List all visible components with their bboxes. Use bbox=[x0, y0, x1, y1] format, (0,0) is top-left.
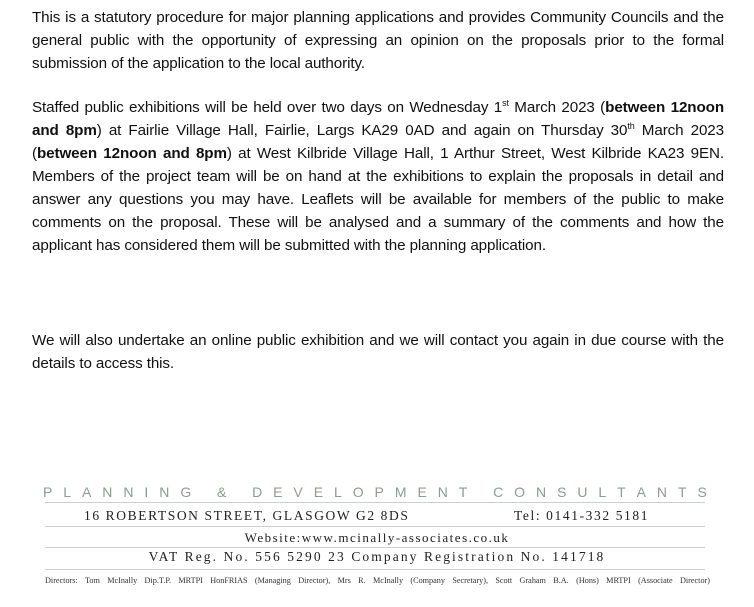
tagline-letter: N bbox=[123, 484, 134, 500]
tagline-letter: C bbox=[493, 484, 504, 500]
company-website: Website:www.mcinally-associates.co.uk bbox=[244, 530, 510, 545]
tagline-letter: O bbox=[514, 484, 526, 500]
tagline-letter bbox=[478, 484, 482, 500]
tagline-letter: S bbox=[557, 484, 567, 500]
paragraph-text: We will also undertake an online public exhibition and we will contact you again in due course with the details to access this. bbox=[32, 332, 724, 372]
tagline-letter: S bbox=[697, 484, 707, 500]
tagline-letter: D bbox=[252, 484, 263, 500]
tagline-letter: N bbox=[437, 484, 448, 500]
tagline-letter: P bbox=[374, 484, 384, 500]
tagline-letter bbox=[202, 484, 206, 500]
paragraph-text: This is a statutory procedure for major planning applications and provides Community Councils and the general public with the opportunity of expressing an opinion on the proposals prior to the formal submission of the application to the local authority. bbox=[32, 9, 724, 72]
tagline-letter: T bbox=[458, 484, 468, 500]
footer-divider bbox=[45, 547, 705, 548]
tagline-letter: N bbox=[159, 484, 170, 500]
tagline-letter bbox=[237, 484, 241, 500]
company-tagline bbox=[43, 484, 707, 500]
footer-divider bbox=[45, 502, 705, 503]
tagline-letter: T bbox=[617, 484, 626, 500]
tagline-letter: L bbox=[333, 484, 342, 500]
bold-time-2: between 12noon and 8pm bbox=[36, 145, 227, 162]
tagline-letter: N bbox=[102, 484, 113, 500]
footer-divider bbox=[45, 569, 705, 570]
tagline-letter: A bbox=[636, 484, 646, 500]
tagline-letter: G bbox=[180, 484, 192, 500]
tagline-letter: O bbox=[352, 484, 364, 500]
footer-divider bbox=[45, 526, 705, 527]
tagline-letter: I bbox=[144, 484, 149, 500]
tagline-letter: & bbox=[216, 484, 227, 500]
tagline-letter: P bbox=[43, 484, 53, 500]
tagline-letter: N bbox=[536, 484, 547, 500]
company-telephone: Tel: 0141-332 5181 bbox=[514, 508, 650, 523]
company-address: 16 ROBERTSON STREET, GLASGOW G2 8DS bbox=[84, 508, 410, 523]
bold-time-1: between 12noon and 8pm bbox=[32, 99, 724, 139]
tagline-letter: V bbox=[293, 484, 303, 500]
tagline-letter: U bbox=[577, 484, 588, 500]
tagline-letter: E bbox=[273, 484, 283, 500]
paragraph-online-exhibition bbox=[32, 329, 724, 375]
paragraph-exhibitions: Staffed public exhibitions will be held over two days on Wednesday 1st March 2023 (between 12noon and 8pm) at Fairlie Village Hall, Fairlie, Largs KA29 0AD and again on Thursday 30th March 2023 (between 12noon and 8pm) at West Kilbride Village Hall, 1 Arthur Street, West Kilbride KA23 9EN. Members of the project team will be on hand at the exhibitions to explain the proposals in detail and answer any questions you may have. Leaflets will be available for members of the public to make comments on the proposal. These will be analysed and a summary of the comments and how the applicant has considered them will be submitted with the planning application. bbox=[32, 98, 724, 254]
tagline-letter: E bbox=[313, 484, 324, 500]
tagline-letter: L bbox=[598, 484, 607, 500]
tagline-letter: T bbox=[677, 484, 687, 500]
company-registration: VAT Reg. No. 556 5290 23 Company Registration No. 141718 bbox=[148, 549, 606, 564]
tagline-letter: E bbox=[417, 484, 427, 500]
company-directors: Directors: Tom McInally Dip.T.P. MRTPI HonFRIAS (Managing Director), Mrs R. McInally (Company Secretary), Scott Graham B.A. (Hons) MRTPI (Associate Director) bbox=[45, 576, 710, 585]
tagline-letter: L bbox=[63, 484, 72, 500]
tagline-letter: N bbox=[656, 484, 668, 500]
tagline-letter: A bbox=[82, 484, 92, 500]
tagline-letter: M bbox=[394, 484, 407, 500]
paragraph-statutory-procedure bbox=[32, 6, 724, 75]
